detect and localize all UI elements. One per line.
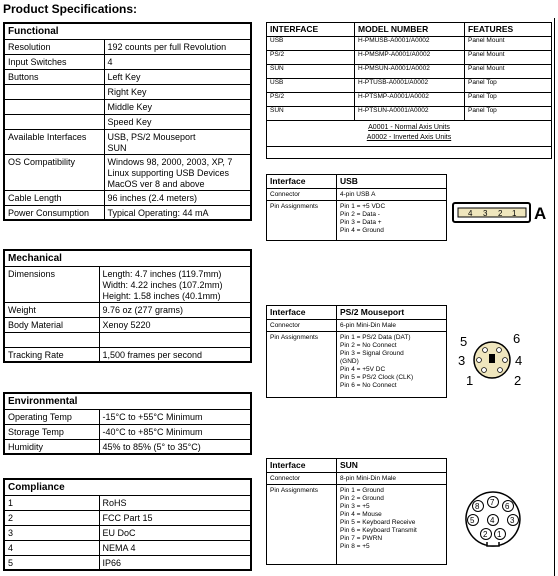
spec-value: Speed Key [104, 114, 251, 129]
spec-value: RoHS [99, 495, 251, 510]
cell: H-PTSMP-A0001/A0002 [355, 93, 465, 107]
ps2-pin-2: 2 [514, 373, 522, 388]
ps2-connector-diagram [452, 330, 532, 390]
spec-label [4, 84, 104, 99]
spec-value: Left Key [104, 69, 251, 84]
page-title: Product Specifications: [3, 2, 138, 16]
spec-label: Dimensions [4, 266, 99, 302]
cell: PS/2 [267, 93, 355, 107]
spec-label: 5 [4, 555, 99, 570]
page-border-right [554, 18, 555, 576]
usb-pin-2: 2 [498, 209, 503, 218]
sun-pin-2: 2 [483, 530, 488, 539]
connector-value: 6-pin Mini-Din Male [337, 320, 447, 332]
spec-value: Length: 4.7 inches (119.7mm) Width: 4.22 inches (107.2mm) Height: 1.58 inches (40.1mm) [99, 266, 251, 302]
sun-pin-6: 6 [505, 502, 510, 511]
note-inverted-axis: A0002 - Inverted Axis Units [366, 134, 452, 141]
table-row [267, 107, 552, 121]
note-normal-axis: A0001 - Normal Axis Units [368, 124, 450, 131]
pins-label: Pin Assignments [267, 485, 337, 565]
cell: H-PTUSB-A0001/A0002 [355, 79, 465, 93]
sun-pin-4: 4 [490, 516, 495, 525]
ps2-pin-1: 1 [466, 373, 474, 388]
usb-type-letter: A [534, 204, 547, 223]
spec-label: Operating Temp [4, 409, 99, 424]
table-row [267, 93, 552, 107]
mechanical-table [3, 249, 252, 363]
spec-label: 3 [4, 525, 99, 540]
spec-value: -40°C to +85°C Minimum [99, 424, 251, 439]
table-row [4, 99, 251, 114]
ps2-pin-6: 6 [513, 331, 521, 346]
spec-label: Cable Length [4, 190, 104, 205]
col-header-model: MODEL NUMBER [355, 23, 465, 37]
table-row [267, 65, 552, 79]
spec-value: Middle Key [104, 99, 251, 114]
cell: Panel Mount [465, 51, 552, 65]
spec-label: 4 [4, 540, 99, 555]
model-number-table [266, 22, 552, 159]
axis-notes [267, 121, 552, 147]
table-row [4, 424, 251, 439]
cell: H-PMUSB-A0001/A0002 [355, 37, 465, 51]
functional-table [3, 22, 252, 221]
spec-value: 45% to 85% (5° to 35°C) [99, 439, 251, 454]
spec-label: Resolution [4, 39, 104, 54]
table-row [4, 84, 251, 99]
cell: USB [267, 79, 355, 93]
col-header-features: FEATURES [465, 23, 552, 37]
interface-name: PS/2 Mouseport [337, 306, 447, 320]
table-row [4, 510, 251, 525]
col-header-interface: INTERFACE [267, 23, 355, 37]
spec-label [4, 114, 104, 129]
cell: Panel Mount [465, 37, 552, 51]
usb-pin-1: 1 [512, 209, 517, 218]
connector-label: Connector [267, 320, 337, 332]
spec-label: Humidity [4, 439, 99, 454]
spec-label: Input Switches [4, 54, 104, 69]
compliance-table [3, 478, 252, 571]
table-row [4, 190, 251, 205]
connector-value: 4-pin USB A [337, 189, 447, 201]
connector-value: 8-pin Mini-Din Male [337, 473, 447, 485]
cell: H-PMSUN-A0001/A0002 [355, 65, 465, 79]
sun-pin-3: 3 [510, 516, 515, 525]
compliance-header: Compliance [4, 479, 251, 495]
cell: Panel Mount [465, 65, 552, 79]
spec-value: EU DoC [99, 525, 251, 540]
spec-value: Typical Operating: 44 mA [104, 205, 251, 220]
table-row [4, 129, 251, 154]
sun-pin-8: 8 [475, 502, 480, 511]
spec-value: IP66 [99, 555, 251, 570]
sun-connector-diagram [460, 488, 526, 550]
table-row [4, 409, 251, 424]
usb-interface-table [266, 174, 447, 241]
table-row [267, 37, 552, 51]
spec-value: 4 [104, 54, 251, 69]
spec-value: -15°C to +55°C Minimum [99, 409, 251, 424]
table-row [4, 439, 251, 454]
table-row [267, 51, 552, 65]
cell: Panel Top [465, 79, 552, 93]
connector-label: Connector [267, 189, 337, 201]
interface-label: Interface [267, 306, 337, 320]
table-row [4, 347, 251, 362]
ps2-interface-table [266, 305, 447, 398]
table-row [4, 114, 251, 129]
spec-label: OS Compatibility [4, 154, 104, 190]
usb-connector-diagram [452, 200, 552, 226]
pins-list: Pin 1 = Ground Pin 2 = Ground Pin 3 = +5 Pin 4 = Mouse Pin 5 = Keyboard Receive Pin 6 = Keyboard Transmit Pin 7 = PWRN Pin 8 = +5 [337, 485, 447, 565]
table-row [267, 79, 552, 93]
pins-list: Pin 1 = +5 VDC Pin 2 = Data - Pin 3 = Data + Pin 4 = Ground [337, 201, 447, 241]
environmental-header: Environmental [4, 393, 251, 409]
pins-label: Pin Assignments [267, 201, 337, 241]
spec-label [4, 332, 99, 347]
interface-label: Interface [267, 175, 337, 189]
environmental-table [3, 392, 252, 455]
cell: H-PMSMP-A0001/A0002 [355, 51, 465, 65]
sun-pin-7: 7 [490, 498, 495, 507]
cell: Panel Top [465, 107, 552, 121]
spec-label: 1 [4, 495, 99, 510]
ps2-pin-5: 5 [460, 334, 468, 349]
interface-name: USB [337, 175, 447, 189]
table-row [4, 332, 251, 347]
table-row [4, 39, 251, 54]
sun-pin-1: 1 [497, 530, 502, 539]
cell: USB [267, 37, 355, 51]
spec-label: Weight [4, 302, 99, 317]
spec-label: Buttons [4, 69, 104, 84]
table-row [4, 525, 251, 540]
spec-value: Windows 98, 2000, 2003, XP, 7 Linux supporting USB Devices MacOS ver 8 and above [104, 154, 251, 190]
spec-label: Power Consumption [4, 205, 104, 220]
pins-label: Pin Assignments [267, 332, 337, 398]
usb-pin-3: 3 [483, 209, 488, 218]
table-row [4, 266, 251, 302]
interface-name: SUN [337, 459, 447, 473]
spec-value: 9.76 oz (277 grams) [99, 302, 251, 317]
cell: PS/2 [267, 51, 355, 65]
spec-value: 192 counts per full Revolution [104, 39, 251, 54]
table-row [4, 495, 251, 510]
cell: SUN [267, 65, 355, 79]
sun-pin-5: 5 [470, 516, 475, 525]
spec-value [99, 332, 251, 347]
table-row [4, 54, 251, 69]
ps2-pin-4: 4 [515, 353, 523, 368]
spec-value: USB, PS/2 Mouseport SUN [104, 129, 251, 154]
spec-value: Right Key [104, 84, 251, 99]
usb-pin-4: 4 [468, 209, 473, 218]
cell: H-PTSUN-A0001/A0002 [355, 107, 465, 121]
sun-interface-table [266, 458, 447, 565]
spec-label: Tracking Rate [4, 347, 99, 362]
spec-label: 2 [4, 510, 99, 525]
spec-label [4, 99, 104, 114]
spec-value: Xenoy 5220 [99, 317, 251, 332]
spec-value: 96 inches (2.4 meters) [104, 190, 251, 205]
ps2-pin-3: 3 [458, 353, 466, 368]
interface-label: Interface [267, 459, 337, 473]
spec-label: Storage Temp [4, 424, 99, 439]
spec-value: 1,500 frames per second [99, 347, 251, 362]
cell: SUN [267, 107, 355, 121]
table-row [4, 205, 251, 220]
table-row [4, 302, 251, 317]
functional-header: Functional [4, 23, 251, 39]
spec-label: Body Material [4, 317, 99, 332]
table-row [4, 540, 251, 555]
blank-row [267, 147, 552, 159]
spec-value: FCC Part 15 [99, 510, 251, 525]
table-row [4, 317, 251, 332]
spec-label: Available Interfaces [4, 129, 104, 154]
pins-list: Pin 1 = PS/2 Data (DAT) Pin 2 = No Connect Pin 3 = Signal Ground (GND) Pin 4 = +5V DC Pin 5 = PS/2 Clock (CLK) Pin 6 = No Connect [337, 332, 447, 398]
connector-label: Connector [267, 473, 337, 485]
table-row [4, 555, 251, 570]
table-row [4, 69, 251, 84]
mechanical-header: Mechanical [4, 250, 251, 266]
table-row [4, 154, 251, 190]
cell: Panel Top [465, 93, 552, 107]
spec-value: NEMA 4 [99, 540, 251, 555]
